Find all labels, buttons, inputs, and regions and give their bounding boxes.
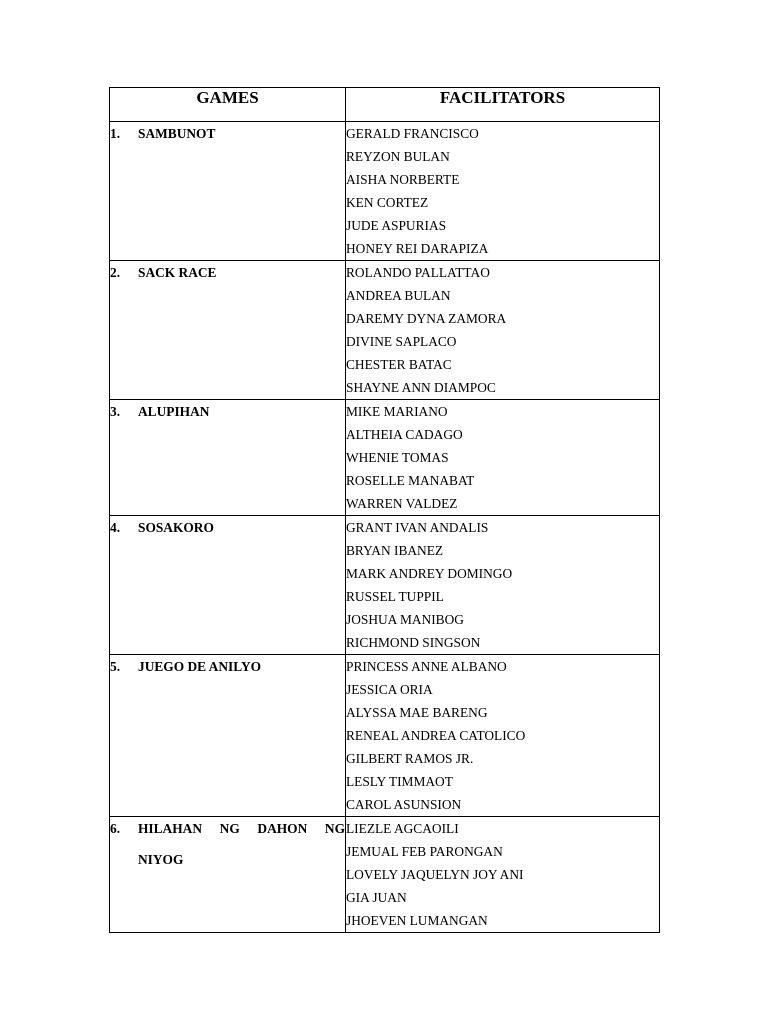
game-cell (110, 400, 346, 516)
facilitators-cell (346, 261, 660, 400)
facilitator-name: SHAYNE ANN DIAMPOC (346, 380, 496, 395)
facilitator-name: KEN CORTEZ (346, 195, 429, 210)
table-row (110, 655, 660, 817)
facilitators-cell (346, 400, 660, 516)
facilitators-header: FACILITATORS (346, 88, 660, 122)
game-name: SAMBUNOT (138, 126, 216, 141)
facilitator-name: REYZON BULAN (346, 149, 450, 164)
game-number: 3. (110, 404, 121, 419)
facilitator-name: GILBERT RAMOS JR. (346, 751, 474, 766)
facilitator-name: GERALD FRANCISCO (346, 126, 479, 141)
facilitator-name: JHOEVEN LUMANGAN (346, 913, 488, 928)
game-number: 4. (110, 520, 121, 535)
game-number: 2. (110, 265, 121, 280)
facilitator-name: WHENIE TOMAS (346, 450, 449, 465)
facilitator-name: JUDE ASPURIAS (346, 218, 447, 233)
game-name-continuation: NIYOG (138, 852, 184, 867)
game-cell (110, 122, 346, 261)
facilitator-name: MIKE MARIANO (346, 404, 448, 419)
facilitator-name: JOSHUA MANIBOG (346, 612, 464, 627)
facilitator-name: RENEAL ANDREA CATOLICO (346, 728, 526, 743)
table-row (110, 817, 660, 933)
header-row (110, 88, 660, 122)
facilitator-name: ROSELLE MANABAT (346, 473, 475, 488)
facilitator-name: LOVELY JAQUELYN JOY ANI (346, 867, 524, 882)
facilitator-name: DIVINE SAPLACO (346, 334, 457, 349)
game-name: SACK RACE (138, 265, 217, 280)
facilitator-name: LIEZLE AGCAOILI (346, 821, 459, 836)
facilitator-name: PRINCESS ANNE ALBANO (346, 659, 507, 674)
game-number: 5. (110, 659, 121, 674)
game-cell (110, 655, 346, 817)
facilitator-name: CAROL ASUNSION (346, 797, 462, 812)
game-name: HILAHAN NG DAHON NG (138, 821, 345, 836)
facilitator-name: RICHMOND SINGSON (346, 635, 481, 650)
facilitator-name: LESLY TIMMAOT (346, 774, 453, 789)
facilitator-name: JESSICA ORIA (346, 682, 433, 697)
facilitator-name: BRYAN IBANEZ (346, 543, 444, 558)
facilitator-name: JEMUAL FEB PARONGAN (346, 844, 503, 859)
games-facilitators-table (109, 87, 660, 933)
facilitator-name: ROLANDO PALLATTAO (346, 265, 490, 280)
facilitator-name: GRANT IVAN ANDALIS (346, 520, 489, 535)
game-name: JUEGO DE ANILYO (138, 659, 262, 674)
facilitator-name: ALYSSA MAE BARENG (346, 705, 488, 720)
table-body (110, 122, 660, 933)
facilitators-cell (346, 122, 660, 261)
facilitators-cell (346, 655, 660, 817)
game-number: 6. (110, 821, 121, 836)
table-row (110, 122, 660, 261)
facilitator-name: ANDREA BULAN (346, 288, 451, 303)
game-cell (110, 516, 346, 655)
facilitator-name: AISHA NORBERTE (346, 172, 460, 187)
facilitator-name: WARREN VALDEZ (346, 496, 458, 511)
game-name: SOSAKORO (138, 520, 214, 535)
game-cell (110, 817, 346, 933)
facilitator-name: CHESTER BATAC (346, 357, 452, 372)
facilitator-name: HONEY REI DARAPIZA (346, 241, 489, 256)
facilitator-name: GIA JUAN (346, 890, 407, 905)
game-cell (110, 261, 346, 400)
table-row (110, 261, 660, 400)
table-row (110, 516, 660, 655)
facilitator-name: MARK ANDREY DOMINGO (346, 566, 513, 581)
facilitator-name: DAREMY DYNA ZAMORA (346, 311, 507, 326)
table-row (110, 400, 660, 516)
game-number: 1. (110, 126, 121, 141)
games-header: GAMES (110, 88, 346, 122)
facilitators-cell (346, 516, 660, 655)
facilitator-name: RUSSEL TUPPIL (346, 589, 444, 604)
facilitator-name: ALTHEIA CADAGO (346, 427, 463, 442)
game-name: ALUPIHAN (138, 404, 210, 419)
facilitators-cell (346, 817, 660, 933)
